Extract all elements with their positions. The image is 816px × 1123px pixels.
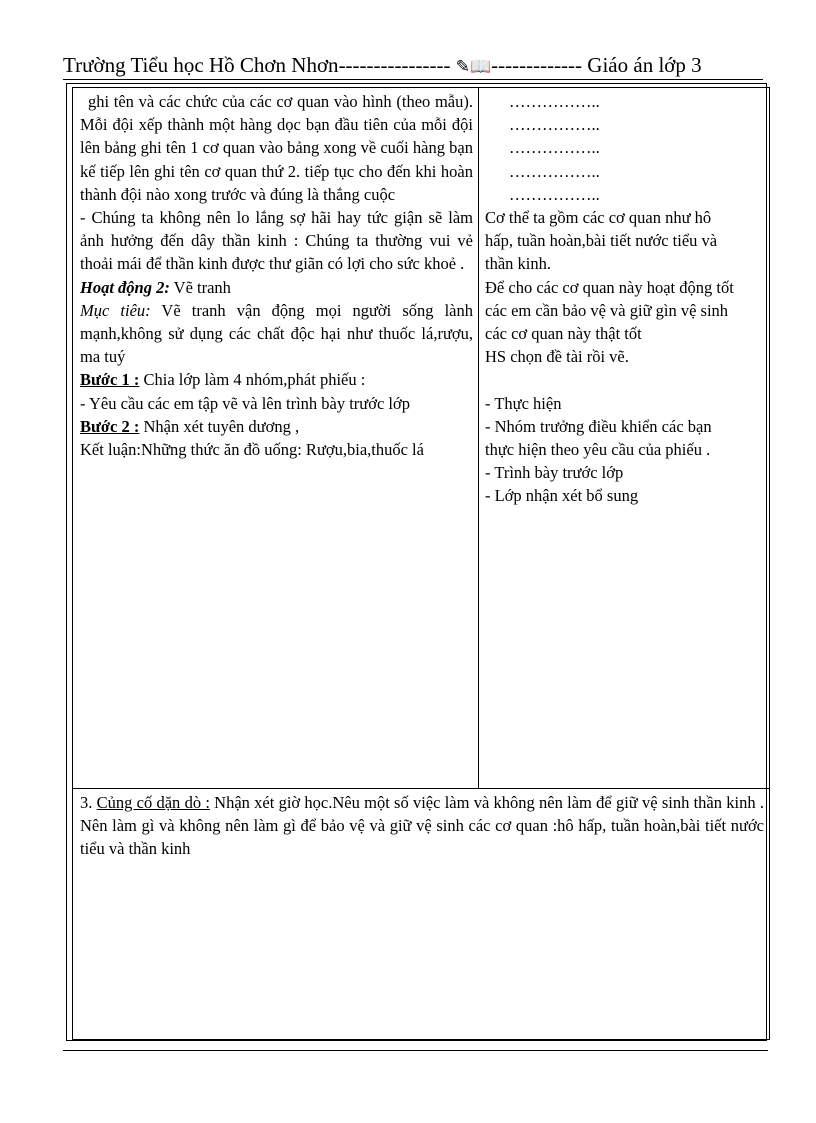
goal-text: Vẽ tranh vận động mọi người sống lành mạnh,không sử dụng các chất độc hại như thuốc lá,rượu, ma tuý — [80, 300, 473, 367]
activity-2-label: Hoạt động 2: — [80, 277, 170, 297]
right-line: - Lớp nhận xét bổ sung — [485, 486, 639, 506]
right-line: Cơ thể ta gồm các cơ quan như hô — [485, 208, 712, 228]
dotted-line: …………….. — [509, 184, 600, 204]
right-line: thần kinh. — [485, 254, 551, 274]
step-1 — [80, 368, 473, 391]
consolidation-section — [80, 791, 764, 861]
activity-2-heading — [80, 276, 473, 299]
header-rule — [63, 79, 763, 80]
step-2-label: Bước 2 : — [80, 416, 140, 436]
page-header — [63, 52, 763, 78]
footer-rule — [63, 1050, 768, 1051]
right-line: - Thực hiện — [485, 393, 562, 413]
pen-book-icon: ✎📖 — [455, 57, 492, 77]
school-name: Trường Tiểu học Hồ Chơn Nhơn — [63, 53, 339, 77]
teacher-activities-column — [80, 90, 473, 461]
right-line: các cơ quan này thật tốt — [485, 324, 642, 344]
student-activities-column — [485, 90, 770, 510]
consolidation-label: Củng cố dặn dò : — [96, 793, 210, 812]
right-line-blank — [485, 368, 770, 391]
conclusion: Kết luận:Những thức ăn đồ uống: Rượu,bia,thuốc lá — [80, 440, 424, 460]
header-dashes-right: ------------- — [491, 53, 583, 77]
dotted-line: …………….. — [509, 161, 600, 181]
activity-2-title: Vẽ tranh — [169, 277, 231, 297]
step-2 — [80, 415, 473, 438]
column-divider — [478, 87, 479, 788]
consolidation-text: Nhận xét giờ học.Nêu một số việc làm và không nên làm để giữ vệ sinh thần kinh . Nên làm gì và không nên làm gì để bảo vệ và giữ vệ sinh các cơ quan :hô hấp, tuần hoàn,bài tiết nước tiểu và thần kinh — [80, 793, 764, 859]
nerve-care-note: - Chúng ta không nên lo lắng sợ hãi hay tức giận sẽ làm ảnh hưởng đến dây thần kinh : Chúng ta thường vui vẻ thoải mái để thần kinh được thư giãn có lợi cho sức khoẻ . — [80, 208, 473, 274]
consolidation-paragraph — [80, 791, 764, 861]
right-line: thực hiện theo yêu cầu của phiếu . — [485, 440, 711, 460]
dotted-line: …………….. — [509, 92, 600, 111]
dotted-line: …………….. — [509, 115, 600, 135]
step-1-label: Bước 1 : — [80, 370, 140, 390]
right-line: - Nhóm trưởng điều khiển các bạn — [485, 416, 712, 436]
header-dashes-left: ---------------- — [338, 53, 451, 77]
right-line: hấp, tuần hoàn,bài tiết nước tiểu và — [485, 231, 718, 251]
right-line: Để cho các cơ quan này hoạt động tốt — [485, 277, 734, 297]
step-2-text: Nhận xét tuyên dương , — [139, 416, 300, 436]
right-line: các em cần bảo vệ và giữ gìn vệ sinh — [485, 300, 729, 320]
step-1-text: Chia lớp làm 4 nhóm,phát phiếu : — [139, 370, 366, 390]
section-number: 3. — [80, 793, 97, 812]
goal-label: Mục tiêu: — [80, 300, 151, 320]
subject-label: Giáo án lớp 3 — [587, 53, 702, 77]
game-instructions: ghi tên và các chức của các cơ quan vào hình (theo mẫu). Mỗi đội xếp thành một hàng dọc bạn đầu tiên của mỗi đội lên bảng ghi tên 1 cơ quan vào bảng xong về cuối hàng bạn kế tiếp lên ghi tên cơ quan thứ 2. tiếp tục cho đến khi hoàn thành đội nào xong trước và đúng là thắng cuộc — [80, 92, 473, 204]
goal-paragraph — [80, 299, 473, 369]
right-line: HS chọn đề tài rồi vẽ. — [485, 347, 629, 367]
section-divider — [72, 788, 770, 789]
right-line: - Trình bày trước lớp — [485, 463, 624, 483]
dotted-line: …………….. — [509, 138, 600, 158]
step-1-detail: - Yêu cầu các em tập vẽ và lên trình bày trước lớp — [80, 393, 410, 413]
